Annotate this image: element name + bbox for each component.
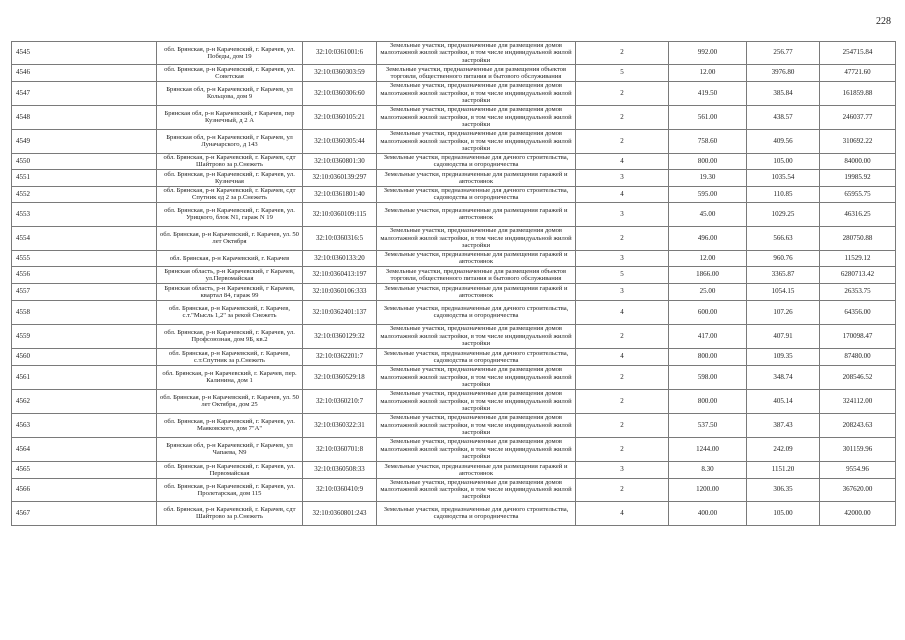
cadastral-number: 32:10:0360139:297	[303, 169, 377, 186]
permitted-use: Земельные участки, предназначенные для дачного строительства, садоводства и огородничества	[377, 300, 576, 324]
cadastral-number: 32:10:0362201:7	[303, 348, 377, 365]
parcel-address: обл. Брянская, р-н Карачевский, г. Карачев, ул. Урицкого, блок N1, гараж N 19	[157, 202, 303, 226]
permitted-use: Земельные участки, предназначенные для размещения гаражей и автостоянок	[377, 461, 576, 478]
parcel-address: обл. Брянская, р-н Карачевский, г. Карачев, с.т."Мысль 1,2" за рекой Снежеть	[157, 300, 303, 324]
use-group: 3	[576, 202, 669, 226]
cadastral-value: 64356.00	[820, 300, 896, 324]
specific-value: 109.35	[747, 348, 820, 365]
use-group: 4	[576, 501, 669, 525]
specific-value: 1029.25	[747, 202, 820, 226]
parcel-area: 758.60	[669, 129, 747, 153]
table-row	[12, 42, 896, 65]
cadastral-value: 367620.00	[820, 478, 896, 501]
specific-value: 3976.80	[747, 64, 820, 81]
specific-value: 1035.54	[747, 169, 820, 186]
parcel-address: обл. Брянская, р-н Карачевский, г. Карачев	[157, 250, 303, 266]
row-number: 4566	[12, 478, 157, 501]
specific-value: 1054.15	[747, 283, 820, 300]
table-row	[12, 105, 896, 129]
use-group: 2	[576, 129, 669, 153]
use-group: 2	[576, 478, 669, 501]
row-number: 4561	[12, 365, 157, 389]
specific-value: 105.00	[747, 501, 820, 525]
use-group: 5	[576, 64, 669, 81]
cadastral-number: 32:10:0360413:197	[303, 266, 377, 283]
specific-value: 242.09	[747, 437, 820, 461]
cadastral-value: 301159.96	[820, 437, 896, 461]
parcel-area: 400.00	[669, 501, 747, 525]
parcel-address: обл. Брянская, р-н Карачевский, г. Карачев, ул. 50 лет Октября, дом 25	[157, 389, 303, 413]
use-group: 2	[576, 413, 669, 437]
table-row	[12, 202, 896, 226]
parcel-area: 800.00	[669, 389, 747, 413]
parcel-area: 992.00	[669, 42, 747, 65]
parcel-area: 600.00	[669, 300, 747, 324]
table-row	[12, 461, 896, 478]
permitted-use: Земельные участки, предназначенные для размещения домов малоэтажной жилой застройки, в том числе индивидуальной жилой застройки	[377, 389, 576, 413]
permitted-use: Земельные участки, предназначенные для размещения домов малоэтажной жилой застройки, в том числе индивидуальной жилой застройки	[377, 365, 576, 389]
parcel-address: обл. Брянская, р-н Карачевский, г. Карачев, с.т.Спутник за р.Снежеть	[157, 348, 303, 365]
parcel-area: 8.30	[669, 461, 747, 478]
parcel-area: 1244.00	[669, 437, 747, 461]
cadastral-number: 32:10:0360322:31	[303, 413, 377, 437]
use-group: 4	[576, 153, 669, 169]
page-number: 228	[876, 16, 891, 27]
use-group: 4	[576, 186, 669, 202]
row-number: 4545	[12, 42, 157, 65]
specific-value: 256.77	[747, 42, 820, 65]
use-group: 2	[576, 105, 669, 129]
use-group: 4	[576, 300, 669, 324]
parcel-area: 12.00	[669, 64, 747, 81]
permitted-use: Земельные участки, предназначенные для размещения домов малоэтажной жилой застройки, в том числе индивидуальной жилой застройки	[377, 437, 576, 461]
specific-value: 438.57	[747, 105, 820, 129]
specific-value: 407.91	[747, 324, 820, 348]
cadastral-number: 32:10:0360529:18	[303, 365, 377, 389]
cadastral-value: 26353.75	[820, 283, 896, 300]
parcel-area: 595.00	[669, 186, 747, 202]
row-number: 4560	[12, 348, 157, 365]
cadastral-number: 32:10:0360316:5	[303, 226, 377, 250]
use-group: 2	[576, 389, 669, 413]
parcel-address: Брянская область, р-н Карачевский, г Карачев, ул.Первомайская	[157, 266, 303, 283]
table-row	[12, 226, 896, 250]
row-number: 4563	[12, 413, 157, 437]
cadastral-number: 32:10:0361801:40	[303, 186, 377, 202]
permitted-use: Земельные участки, предназначенные для размещения домов малоэтажной жилой застройки, в том числе индивидуальной жилой застройки	[377, 413, 576, 437]
row-number: 4553	[12, 202, 157, 226]
permitted-use: Земельные участки, предназначенные для размещения домов малоэтажной жилой застройки, в том числе индивидуальной жилой застройки	[377, 478, 576, 501]
cadastral-number: 32:10:0360303:59	[303, 64, 377, 81]
parcel-address: обл. Брянская, р-н Карачевский, г. Карачев, ул. Маяковского, дом 7"А"	[157, 413, 303, 437]
use-group: 4	[576, 348, 669, 365]
cadastral-number: 32:10:0360105:21	[303, 105, 377, 129]
use-group: 3	[576, 169, 669, 186]
table-row	[12, 266, 896, 283]
cadastral-value: 19985.92	[820, 169, 896, 186]
parcel-address: обл. Брянская, р-н Карачевский, г. Карачев, ул. Советская	[157, 64, 303, 81]
cadastral-value: 280750.88	[820, 226, 896, 250]
permitted-use: Земельные участки, предназначенные для размещения домов малоэтажной жилой застройки, в том числе индивидуальной жилой застройки	[377, 324, 576, 348]
row-number: 4565	[12, 461, 157, 478]
table-row	[12, 348, 896, 365]
specific-value: 107.26	[747, 300, 820, 324]
row-number: 4557	[12, 283, 157, 300]
parcel-area: 12.00	[669, 250, 747, 266]
cadastral-value: 161859.88	[820, 81, 896, 105]
specific-value: 405.14	[747, 389, 820, 413]
parcel-address: обл. Брянская, р-н Карачевский, г. Карачев, сдт Шайтрово за р.Снежеть	[157, 153, 303, 169]
row-number: 4556	[12, 266, 157, 283]
parcel-area: 1866.00	[669, 266, 747, 283]
row-number: 4548	[12, 105, 157, 129]
cadastral-number: 32:10:0360508:33	[303, 461, 377, 478]
permitted-use: Земельные участки, предназначенные для размещения гаражей и автостоянок	[377, 169, 576, 186]
row-number: 4546	[12, 64, 157, 81]
cadastral-number: 32:10:0360701:8	[303, 437, 377, 461]
table-row	[12, 250, 896, 266]
table-row	[12, 437, 896, 461]
use-group: 2	[576, 42, 669, 65]
cadastral-number: 32:10:0360410:9	[303, 478, 377, 501]
permitted-use: Земельные участки, предназначенные для размещения объектов торговли, общественного питания и бытового обслуживания	[377, 266, 576, 283]
parcel-address: обл. Брянская, р-н Карачевский, г. Карачев, пер. Калинина, дом 1	[157, 365, 303, 389]
parcel-area: 800.00	[669, 348, 747, 365]
cadastral-value: 46316.25	[820, 202, 896, 226]
cadastral-value: 310692.22	[820, 129, 896, 153]
parcel-area: 45.00	[669, 202, 747, 226]
specific-value: 387.43	[747, 413, 820, 437]
cadastral-number: 32:10:0360801:243	[303, 501, 377, 525]
cadastral-value: 170098.47	[820, 324, 896, 348]
table-row	[12, 300, 896, 324]
permitted-use: Земельные участки, предназначенные для дачного строительства, садоводства и огородничества	[377, 153, 576, 169]
permitted-use: Земельные участки, предназначенные для дачного строительства, садоводства и огородничества	[377, 186, 576, 202]
table-row	[12, 365, 896, 389]
specific-value: 348.74	[747, 365, 820, 389]
specific-value: 110.85	[747, 186, 820, 202]
parcel-address: обл. Брянская, р-н Карачевский, г. Карачев, ул. Кузнечная	[157, 169, 303, 186]
table-row	[12, 283, 896, 300]
row-number: 4567	[12, 501, 157, 525]
row-number: 4558	[12, 300, 157, 324]
specific-value: 3365.87	[747, 266, 820, 283]
table-row	[12, 64, 896, 81]
parcel-area: 537.50	[669, 413, 747, 437]
table-row	[12, 389, 896, 413]
cadastral-number: 32:10:0360801:30	[303, 153, 377, 169]
permitted-use: Земельные участки, предназначенные для размещения домов малоэтажной жилой застройки, в том числе индивидуальной жилой застройки	[377, 129, 576, 153]
cadastral-value: 84000.00	[820, 153, 896, 169]
cadastral-number: 32:10:0360106:333	[303, 283, 377, 300]
table-row	[12, 324, 896, 348]
permitted-use: Земельные участки, предназначенные для размещения гаражей и автостоянок	[377, 283, 576, 300]
cadastral-value: 47721.60	[820, 64, 896, 81]
specific-value: 385.84	[747, 81, 820, 105]
parcel-address: обл. Брянская, р-н Карачевский, г. Карачев, ул. Победы, дом 19	[157, 42, 303, 65]
register-body	[12, 42, 896, 526]
parcel-area: 19.30	[669, 169, 747, 186]
permitted-use: Земельные участки, предназначенные для размещения домов малоэтажной жилой застройки, в том числе индивидуальной жилой застройки	[377, 42, 576, 65]
parcel-address: Брянская обл, р-н Карачевский, г Карачев, ул Луначарского, д 143	[157, 129, 303, 153]
cadastral-number: 32:10:0360306:60	[303, 81, 377, 105]
use-group: 3	[576, 283, 669, 300]
row-number: 4551	[12, 169, 157, 186]
specific-value: 105.00	[747, 153, 820, 169]
use-group: 5	[576, 266, 669, 283]
permitted-use: Земельные участки, предназначенные для размещения домов малоэтажной жилой застройки, в том числе индивидуальной жилой застройки	[377, 105, 576, 129]
cadastral-number: 32:10:0360109:115	[303, 202, 377, 226]
cadastral-number: 32:10:0360305:44	[303, 129, 377, 153]
table-row	[12, 169, 896, 186]
land-register-table	[11, 41, 896, 526]
table-row	[12, 413, 896, 437]
parcel-area: 496.00	[669, 226, 747, 250]
specific-value: 306.35	[747, 478, 820, 501]
permitted-use: Земельные участки, предназначенные для размещения объектов торговли, общественного питания и бытового обслуживания	[377, 64, 576, 81]
parcel-area: 25.00	[669, 283, 747, 300]
parcel-address: обл. Брянская, р-н Карачевский, г. Карачев, ул. Первомайская	[157, 461, 303, 478]
row-number: 4550	[12, 153, 157, 169]
cadastral-value: 11529.12	[820, 250, 896, 266]
permitted-use: Земельные участки, предназначенные для дачного строительства, садоводства и огородничества	[377, 501, 576, 525]
cadastral-number: 32:10:0360129:32	[303, 324, 377, 348]
use-group: 2	[576, 226, 669, 250]
parcel-area: 419.50	[669, 81, 747, 105]
row-number: 4547	[12, 81, 157, 105]
cadastral-number: 32:10:0362401:137	[303, 300, 377, 324]
parcel-address: Брянская обл, р-н Карачевский, г Карачев, ул Кольцова, дом 9	[157, 81, 303, 105]
parcel-address: обл. Брянская, р-н Карачевский, г. Карачев, сдт Спутник ед 2 за р.Снежеть	[157, 186, 303, 202]
parcel-area: 598.00	[669, 365, 747, 389]
row-number: 4549	[12, 129, 157, 153]
cadastral-value: 42000.00	[820, 501, 896, 525]
table-row	[12, 501, 896, 525]
parcel-address: Брянская обл, р-н Карачевский, г Карачев, ул Чапаева, N9	[157, 437, 303, 461]
permitted-use: Земельные участки, предназначенные для размещения гаражей и автостоянок	[377, 250, 576, 266]
use-group: 3	[576, 461, 669, 478]
row-number: 4559	[12, 324, 157, 348]
cadastral-value: 9554.96	[820, 461, 896, 478]
parcel-address: Брянская обл, р-н Карачевский, г Карачев, пер Кузнечный, д 2 А	[157, 105, 303, 129]
parcel-area: 1200.00	[669, 478, 747, 501]
specific-value: 409.56	[747, 129, 820, 153]
permitted-use: Земельные участки, предназначенные для размещения домов малоэтажной жилой застройки, в том числе индивидуальной жилой застройки	[377, 81, 576, 105]
cadastral-value: 208243.63	[820, 413, 896, 437]
row-number: 4555	[12, 250, 157, 266]
row-number: 4562	[12, 389, 157, 413]
cadastral-value: 65955.75	[820, 186, 896, 202]
use-group: 2	[576, 81, 669, 105]
parcel-area: 417.00	[669, 324, 747, 348]
cadastral-value: 208546.52	[820, 365, 896, 389]
table-row	[12, 153, 896, 169]
cadastral-number: 32:10:0360133:20	[303, 250, 377, 266]
parcel-address: обл. Брянская, р-н Карачевский, г. Карачев, ул. 50 лет Октября	[157, 226, 303, 250]
specific-value: 1151.20	[747, 461, 820, 478]
cadastral-value: 254715.84	[820, 42, 896, 65]
table-row	[12, 186, 896, 202]
row-number: 4552	[12, 186, 157, 202]
row-number: 4564	[12, 437, 157, 461]
cadastral-value: 87480.00	[820, 348, 896, 365]
parcel-address: обл. Брянская, р-н Карачевский, г. Карачев, ул. Профсоюзная, дом 9Б, кв.2	[157, 324, 303, 348]
cadastral-number: 32:10:0361001:6	[303, 42, 377, 65]
cadastral-number: 32:10:0360210:7	[303, 389, 377, 413]
parcel-address: Брянская область, р-н Карачевский, г Карачев, квартал 84, гараж 99	[157, 283, 303, 300]
permitted-use: Земельные участки, предназначенные для размещения гаражей и автостоянок	[377, 202, 576, 226]
table-row	[12, 81, 896, 105]
cadastral-value: 324112.00	[820, 389, 896, 413]
permitted-use: Земельные участки, предназначенные для размещения домов малоэтажной жилой застройки, в том числе индивидуальной жилой застройки	[377, 226, 576, 250]
use-group: 2	[576, 324, 669, 348]
parcel-area: 561.00	[669, 105, 747, 129]
specific-value: 566.63	[747, 226, 820, 250]
cadastral-value: 6280713.42	[820, 266, 896, 283]
table-row	[12, 129, 896, 153]
parcel-address: обл. Брянская, р-н Карачевский, г. Карачев, ул. Пролетарская, дом 115	[157, 478, 303, 501]
use-group: 2	[576, 437, 669, 461]
use-group: 2	[576, 365, 669, 389]
cadastral-value: 246037.77	[820, 105, 896, 129]
parcel-area: 800.00	[669, 153, 747, 169]
specific-value: 960.76	[747, 250, 820, 266]
use-group: 3	[576, 250, 669, 266]
parcel-address: обл. Брянская, р-н Карачевский, г. Карачев, сдт Шайтрово за р.Снежеть	[157, 501, 303, 525]
table-row	[12, 478, 896, 501]
permitted-use: Земельные участки, предназначенные для дачного строительства, садоводства и огородничества	[377, 348, 576, 365]
row-number: 4554	[12, 226, 157, 250]
